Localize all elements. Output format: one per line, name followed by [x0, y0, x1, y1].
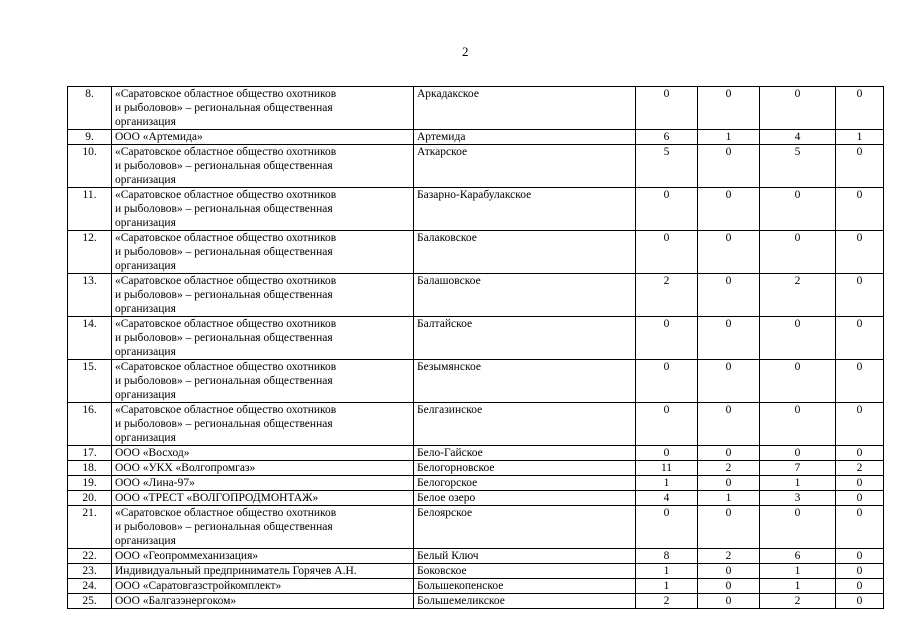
- hunting-area-cell: Белгазинское: [414, 403, 636, 446]
- row-number-cell: 13.: [68, 274, 112, 317]
- organization-cell: «Саратовское областное общество охотников и рыболовов» – региональная общественная организация: [112, 360, 414, 403]
- organization-cell: «Саратовское областное общество охотников и рыболовов» – региональная общественная организация: [112, 274, 414, 317]
- row-number-cell: 8.: [68, 87, 112, 130]
- table-row: [68, 145, 884, 188]
- table-row: [68, 476, 884, 491]
- value-cell-2: 1: [698, 130, 760, 145]
- table-row: [68, 491, 884, 506]
- row-number-cell: 19.: [68, 476, 112, 491]
- value-cell-2: 0: [698, 317, 760, 360]
- value-cell-2: 0: [698, 506, 760, 549]
- value-cell-2: 0: [698, 476, 760, 491]
- value-cell-3: 4: [760, 130, 836, 145]
- value-cell-2: 0: [698, 231, 760, 274]
- value-cell-4: 0: [836, 446, 884, 461]
- value-cell-1: 0: [636, 87, 698, 130]
- value-cell-4: 0: [836, 87, 884, 130]
- row-number-cell: 11.: [68, 188, 112, 231]
- value-cell-2: 0: [698, 145, 760, 188]
- value-cell-1: 0: [636, 317, 698, 360]
- hunting-area-cell: Артемида: [414, 130, 636, 145]
- table-row: [68, 231, 884, 274]
- hunting-area-cell: Аркадакское: [414, 87, 636, 130]
- organization-cell: «Саратовское областное общество охотников и рыболовов» – региональная общественная организация: [112, 188, 414, 231]
- value-cell-3: 0: [760, 317, 836, 360]
- value-cell-4: 0: [836, 549, 884, 564]
- row-number-cell: 16.: [68, 403, 112, 446]
- row-number-cell: 23.: [68, 564, 112, 579]
- hunting-area-cell: Бело-Гайское: [414, 446, 636, 461]
- value-cell-4: 0: [836, 188, 884, 231]
- hunting-area-cell: Большекопенское: [414, 579, 636, 594]
- value-cell-4: 1: [836, 130, 884, 145]
- table-row: [68, 564, 884, 579]
- table-row: [68, 446, 884, 461]
- value-cell-1: 8: [636, 549, 698, 564]
- value-cell-1: 1: [636, 579, 698, 594]
- row-number-cell: 10.: [68, 145, 112, 188]
- page-number: 2: [462, 44, 469, 59]
- organization-cell: ООО «ТРЕСТ «ВОЛГОПРОДМОНТАЖ»: [112, 491, 414, 506]
- value-cell-4: 0: [836, 579, 884, 594]
- value-cell-4: 0: [836, 317, 884, 360]
- value-cell-1: 6: [636, 130, 698, 145]
- organization-cell: ООО «Саратовгазстройкомплект»: [112, 579, 414, 594]
- value-cell-3: 5: [760, 145, 836, 188]
- hunting-area-cell: Белоярское: [414, 506, 636, 549]
- value-cell-1: 0: [636, 360, 698, 403]
- value-cell-3: 7: [760, 461, 836, 476]
- organization-cell: «Саратовское областное общество охотников и рыболовов» – региональная общественная организация: [112, 231, 414, 274]
- organization-cell: ООО «УКХ «Волгопромгаз»: [112, 461, 414, 476]
- organization-cell: ООО «Лина-97»: [112, 476, 414, 491]
- hunting-area-cell: Белый Ключ: [414, 549, 636, 564]
- table-row: [68, 274, 884, 317]
- value-cell-4: 0: [836, 231, 884, 274]
- table-row: [68, 87, 884, 130]
- hunting-area-cell: Боковское: [414, 564, 636, 579]
- value-cell-2: 0: [698, 579, 760, 594]
- hunting-area-cell: Белое озеро: [414, 491, 636, 506]
- table-row: [68, 317, 884, 360]
- value-cell-4: 0: [836, 594, 884, 609]
- table-row: [68, 506, 884, 549]
- value-cell-3: 0: [760, 87, 836, 130]
- value-cell-2: 0: [698, 87, 760, 130]
- value-cell-1: 11: [636, 461, 698, 476]
- row-number-cell: 9.: [68, 130, 112, 145]
- hunting-grounds-table: [67, 86, 884, 609]
- row-number-cell: 22.: [68, 549, 112, 564]
- value-cell-1: 0: [636, 188, 698, 231]
- row-number-cell: 18.: [68, 461, 112, 476]
- organization-cell: ООО «Артемида»: [112, 130, 414, 145]
- value-cell-1: 0: [636, 231, 698, 274]
- value-cell-3: 1: [760, 476, 836, 491]
- value-cell-3: 0: [760, 446, 836, 461]
- organization-cell: «Саратовское областное общество охотников и рыболовов» – региональная общественная организация: [112, 506, 414, 549]
- hunting-area-cell: Базарно-Карабулакское: [414, 188, 636, 231]
- value-cell-2: 2: [698, 461, 760, 476]
- row-number-cell: 25.: [68, 594, 112, 609]
- value-cell-4: 0: [836, 360, 884, 403]
- organization-cell: «Саратовское областное общество охотников и рыболовов» – региональная общественная организация: [112, 403, 414, 446]
- hunting-area-cell: Аткарское: [414, 145, 636, 188]
- value-cell-2: 0: [698, 274, 760, 317]
- value-cell-4: 0: [836, 145, 884, 188]
- organization-cell: Индивидуальный предприниматель Горячев А.Н.: [112, 564, 414, 579]
- value-cell-4: 0: [836, 491, 884, 506]
- row-number-cell: 14.: [68, 317, 112, 360]
- value-cell-1: 2: [636, 594, 698, 609]
- organization-cell: ООО «Геопроммеханизация»: [112, 549, 414, 564]
- value-cell-3: 0: [760, 188, 836, 231]
- hunting-area-cell: Белогорновское: [414, 461, 636, 476]
- value-cell-3: 1: [760, 564, 836, 579]
- row-number-cell: 20.: [68, 491, 112, 506]
- table-row: [68, 188, 884, 231]
- value-cell-2: 1: [698, 491, 760, 506]
- value-cell-3: 0: [760, 360, 836, 403]
- value-cell-1: 4: [636, 491, 698, 506]
- row-number-cell: 24.: [68, 579, 112, 594]
- value-cell-3: 1: [760, 579, 836, 594]
- organization-cell: ООО «Восход»: [112, 446, 414, 461]
- value-cell-3: 2: [760, 274, 836, 317]
- table-row: [68, 360, 884, 403]
- value-cell-2: 2: [698, 549, 760, 564]
- value-cell-1: 0: [636, 506, 698, 549]
- value-cell-1: 0: [636, 446, 698, 461]
- value-cell-2: 0: [698, 188, 760, 231]
- value-cell-3: 0: [760, 403, 836, 446]
- organization-cell: «Саратовское областное общество охотников и рыболовов» – региональная общественная организация: [112, 87, 414, 130]
- value-cell-4: 0: [836, 274, 884, 317]
- value-cell-2: 0: [698, 446, 760, 461]
- value-cell-2: 0: [698, 360, 760, 403]
- row-number-cell: 17.: [68, 446, 112, 461]
- organization-cell: ООО «Балгазэнергоком»: [112, 594, 414, 609]
- table-row: [68, 403, 884, 446]
- value-cell-4: 0: [836, 403, 884, 446]
- row-number-cell: 12.: [68, 231, 112, 274]
- value-cell-2: 0: [698, 403, 760, 446]
- value-cell-3: 6: [760, 549, 836, 564]
- hunting-area-cell: Безымянское: [414, 360, 636, 403]
- value-cell-4: 0: [836, 506, 884, 549]
- hunting-area-cell: Балтайское: [414, 317, 636, 360]
- row-number-cell: 15.: [68, 360, 112, 403]
- value-cell-3: 2: [760, 594, 836, 609]
- value-cell-2: 0: [698, 594, 760, 609]
- row-number-cell: 21.: [68, 506, 112, 549]
- hunting-area-cell: Большемеликское: [414, 594, 636, 609]
- value-cell-3: 0: [760, 506, 836, 549]
- table-row: [68, 594, 884, 609]
- organization-cell: «Саратовское областное общество охотников и рыболовов» – региональная общественная организация: [112, 317, 414, 360]
- value-cell-3: 0: [760, 231, 836, 274]
- value-cell-1: 5: [636, 145, 698, 188]
- value-cell-3: 3: [760, 491, 836, 506]
- value-cell-4: 2: [836, 461, 884, 476]
- table-row: [68, 549, 884, 564]
- table-row: [68, 130, 884, 145]
- hunting-area-cell: Белогорское: [414, 476, 636, 491]
- table-row: [68, 461, 884, 476]
- table-row: [68, 579, 884, 594]
- organization-cell: «Саратовское областное общество охотников и рыболовов» – региональная общественная организация: [112, 145, 414, 188]
- value-cell-4: 0: [836, 564, 884, 579]
- hunting-area-cell: Балашовское: [414, 274, 636, 317]
- value-cell-2: 0: [698, 564, 760, 579]
- value-cell-1: 1: [636, 476, 698, 491]
- value-cell-4: 0: [836, 476, 884, 491]
- value-cell-1: 0: [636, 403, 698, 446]
- value-cell-1: 2: [636, 274, 698, 317]
- value-cell-1: 1: [636, 564, 698, 579]
- hunting-area-cell: Балаковское: [414, 231, 636, 274]
